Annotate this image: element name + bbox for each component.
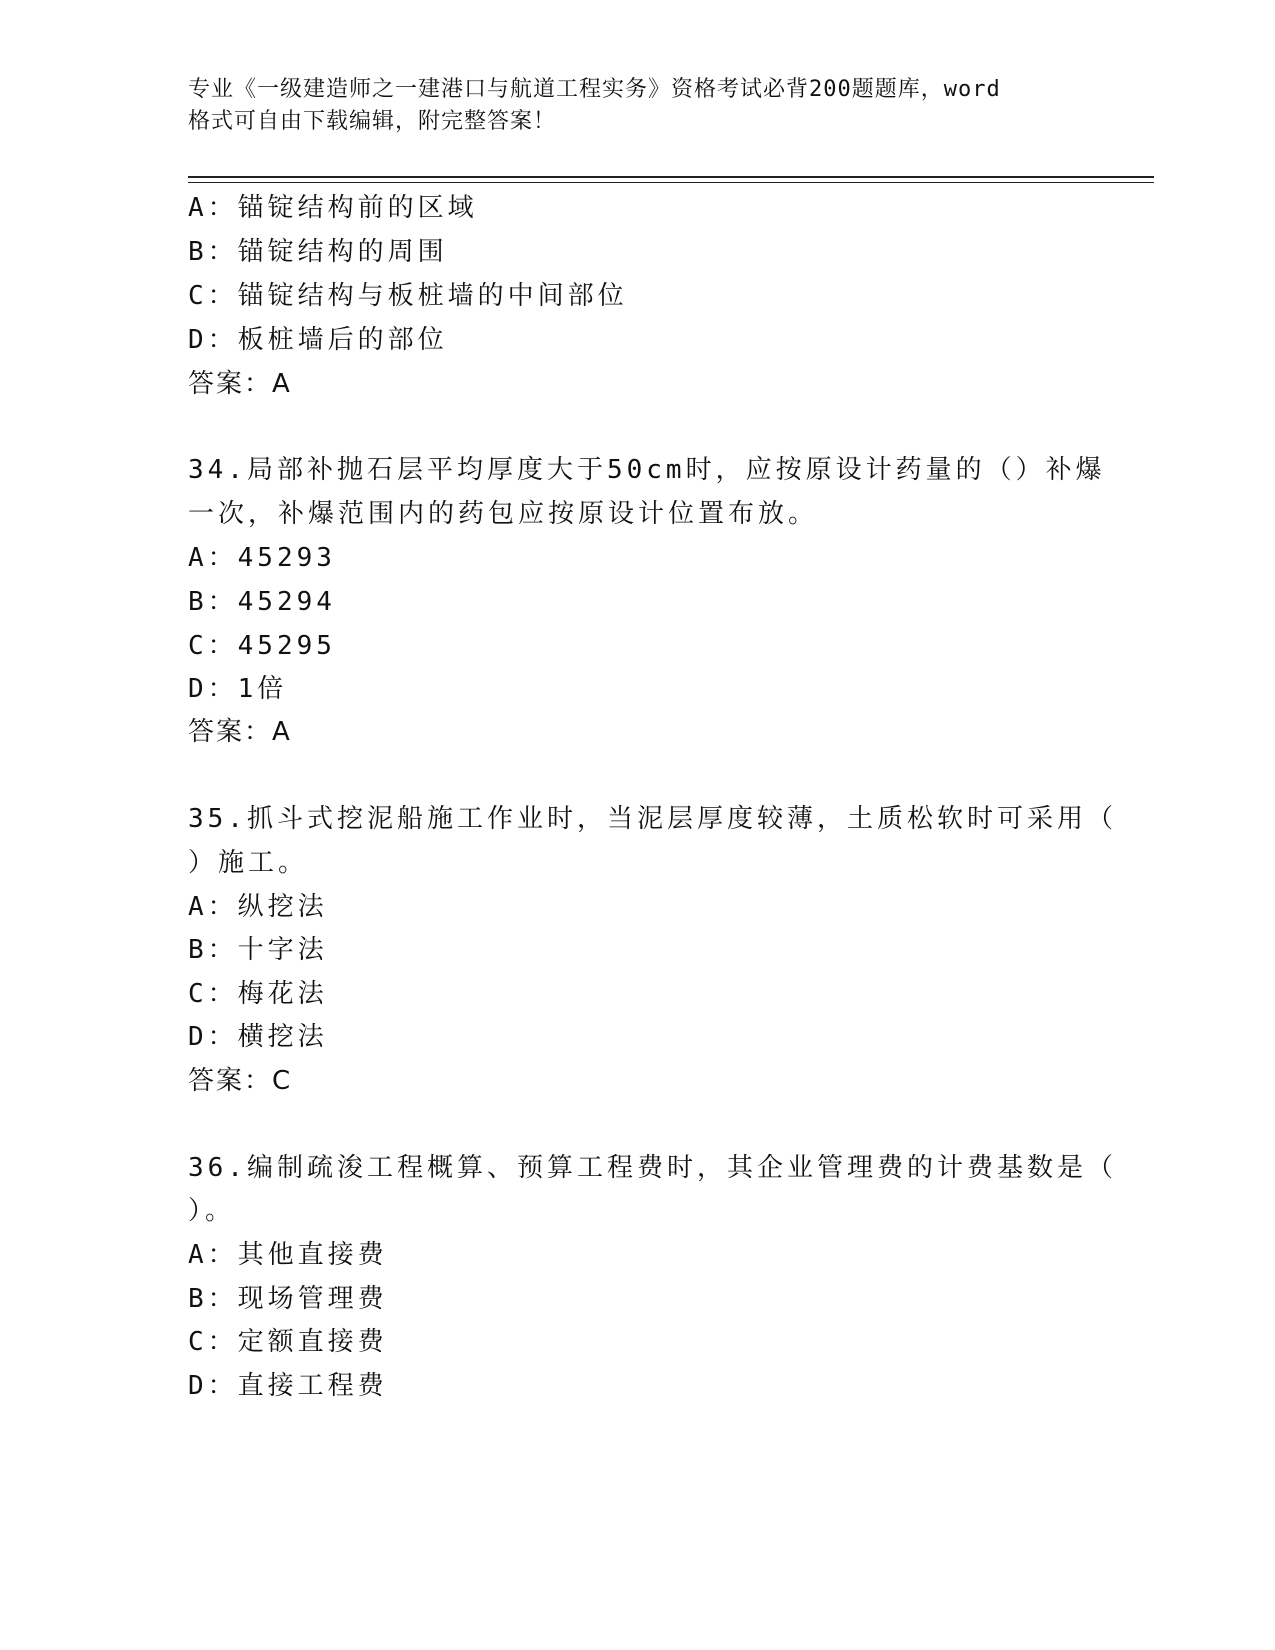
q35-option-d: D：横挖法 xyxy=(188,1022,328,1052)
q35-answer: 答案：C xyxy=(188,1066,293,1096)
q34-stem-line-1: 34.局部补抛石层平均厚度大于50cm时，应按原设计药量的（）补爆 xyxy=(188,455,1106,485)
q33-option-b: B：锚锭结构的周围 xyxy=(188,237,448,267)
q34-option-a: A：45293 xyxy=(188,543,336,573)
q36-stem-line-1: 36.编制疏浚工程概算、预算工程费时，其企业管理费的计费基数是（ xyxy=(188,1153,1117,1183)
document-header xyxy=(188,74,1068,138)
header-line-1: 专业《一级建造师之一建港口与航道工程实务》资格考试必背200题题库，word xyxy=(188,77,1001,102)
header-divider-thin xyxy=(188,182,1154,183)
q36-stem-line-2: ）。 xyxy=(188,1196,236,1226)
header-line-2: 格式可自由下载编辑，附完整答案！ xyxy=(188,109,557,134)
q35-option-a: A：纵挖法 xyxy=(188,892,328,922)
q35-stem-line-2: ）施工。 xyxy=(188,848,309,878)
q34-stem-line-2: 一次，补爆范围内的药包应按原设计位置布放。 xyxy=(188,499,819,529)
q34-option-d: D：1倍 xyxy=(188,674,288,704)
q36-option-d: D：直接工程费 xyxy=(188,1371,388,1401)
q34-option-b: B：45294 xyxy=(188,587,336,617)
q33-option-d: D：板桩墙后的部位 xyxy=(188,325,448,355)
q35-stem-line-1: 35.抓斗式挖泥船施工作业时，当泥层厚度较薄，土质松软时可采用（ xyxy=(188,804,1117,834)
q34-option-c: C：45295 xyxy=(188,631,336,661)
q35-option-c: C：梅花法 xyxy=(188,979,328,1009)
header-divider-thick xyxy=(188,176,1154,178)
q36-option-c: C：定额直接费 xyxy=(188,1327,388,1357)
q33-option-c: C：锚锭结构与板桩墙的中间部位 xyxy=(188,281,628,311)
q34-answer: 答案：A xyxy=(188,717,292,747)
q36-option-b: B：现场管理费 xyxy=(188,1284,388,1314)
q35-option-b: B：十字法 xyxy=(188,935,328,965)
q33-answer: 答案：A xyxy=(188,369,292,399)
q33-option-a: A：锚锭结构前的区域 xyxy=(188,193,478,223)
q36-option-a: A：其他直接费 xyxy=(188,1240,388,1270)
